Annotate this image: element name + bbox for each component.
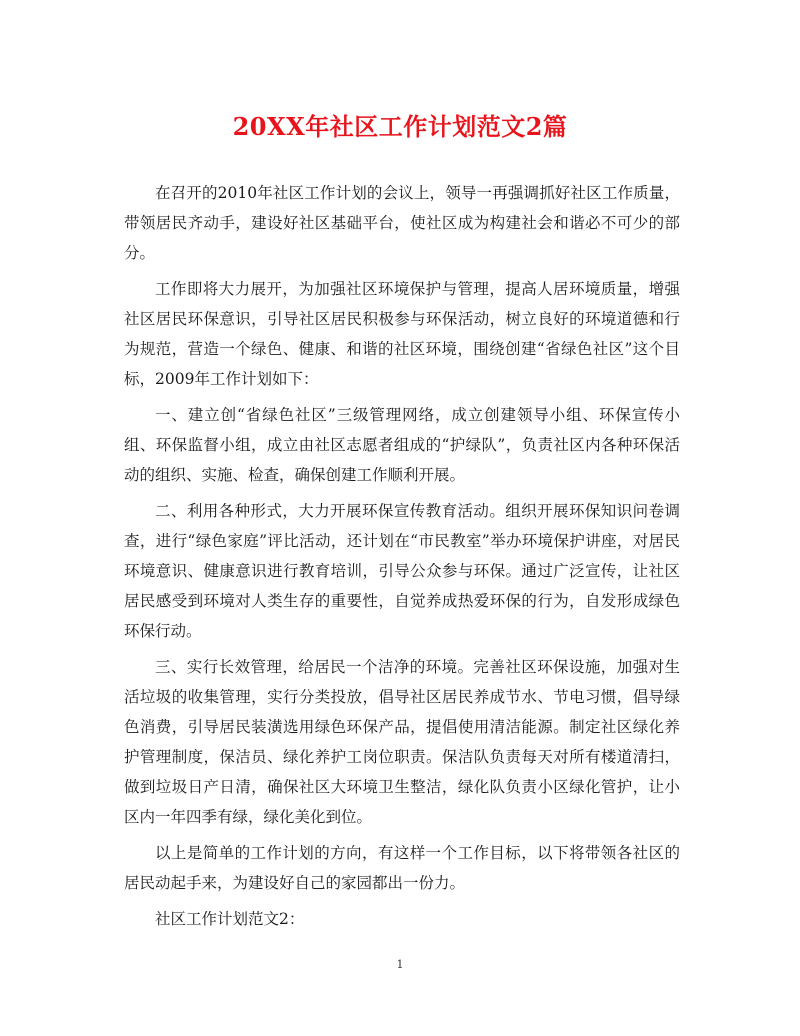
paragraph-second-heading: 社区工作计划范文2： <box>155 910 305 928</box>
document-body <box>124 178 680 940</box>
paragraph-plan-overview: 工作即将大力展开，为加强社区环境保护与管理，提高人居环境质量，增强社区居民环保意识，引导社区居民积极参与环保活动，树立良好的环境道德和行为规范，营造一个绿色、健康、和谐的社区环境，围绕创建“省绿色社区”这个目标，2009年工作计划如下： <box>124 280 680 388</box>
paragraph-item-three: 三、实行长效管理，给居民一个洁净的环境。完善社区环保设施，加强对生活垃圾的收集管理，实行分类投放，倡导社区居民养成节水、节电习惯，倡导绿色消费，引导居民装潢选用绿色环保产品，提倡使用清洁能源。制定社区绿化养护管理制度，保洁员、绿化养护工岗位职责。保洁队负责每天对所有楼道清扫，做到垃圾日产日清，确保社区大环境卫生整洁，绿化队负责小区绿化管护，让小区内一年四季有绿，绿化美化到位。 <box>124 658 680 826</box>
paragraph-item-two: 二、利用各种形式，大力开展环保宣传教育活动。组织开展环保知识问卷调查，进行“绿色家庭”评比活动，还计划在“市民教室”举办环境保护讲座，对居民环境意识、健康意识进行教育培训，引导公众参与环保。通过广泛宣传，让社区居民感受到环境对人类生存的重要性，自觉养成热爱环保的行为，自发形成绿色环保行动。 <box>124 502 680 640</box>
document-title: 20XX年社区工作计划范文2篇 <box>232 112 568 141</box>
page-number: 1 <box>396 958 404 971</box>
paragraph-intro: 在召开的2010年社区工作计划的会议上，领导一再强调抓好社区工作质量，带领居民齐动手，建设好社区基础平台，使社区成为构建社会和谐必不可少的部分。 <box>124 184 680 262</box>
paragraph-item-one: 一、建立创“省绿色社区”三级管理网络，成立创建领导小组、环保宣传小组、环保监督小组，成立由社区志愿者组成的“护绿队”，负责社区内各种环保活动的组织、实施、检查，确保创建工作顺利开展。 <box>124 406 680 484</box>
paragraph-conclusion: 以上是简单的工作计划的方向，有这样一个工作目标，以下将带领各社区的居民动起手来，为建设好自己的家园都出一份力。 <box>124 844 680 892</box>
